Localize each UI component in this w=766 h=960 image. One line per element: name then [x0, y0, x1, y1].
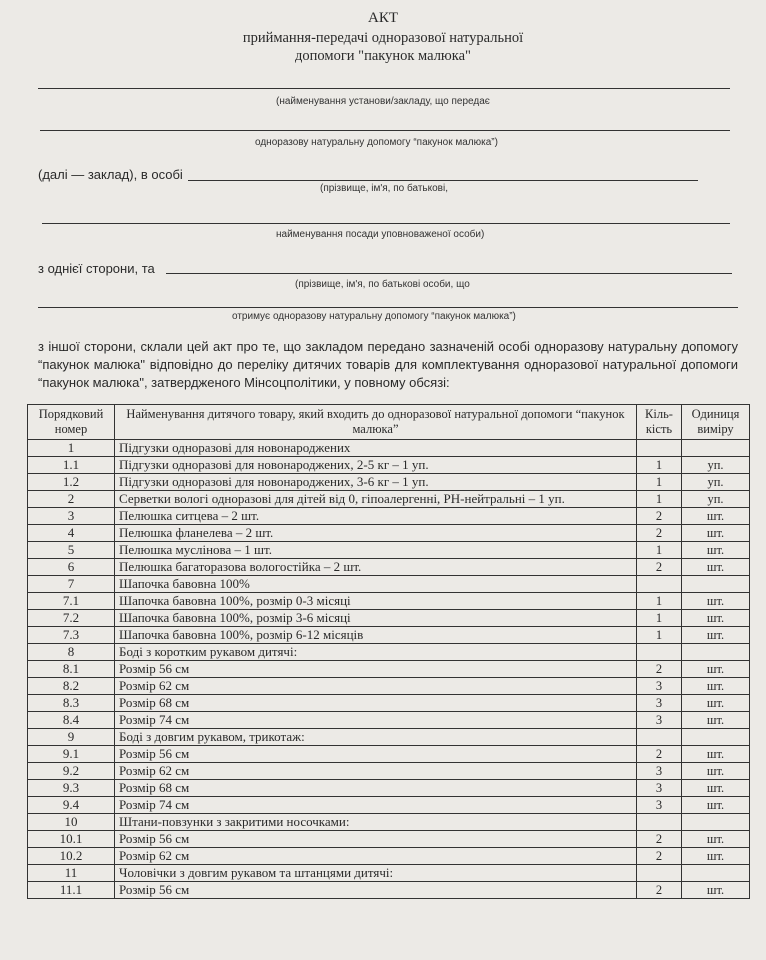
table-row — [28, 797, 750, 814]
row-name: Розмір 62 см — [115, 678, 637, 695]
row-qty — [637, 440, 682, 457]
caption-aid: одноразову натуральну допомогу “пакунок малюка”) — [255, 137, 498, 148]
row-qty: 2 — [637, 508, 682, 525]
doc-subtitle-line1: приймання-передачі одноразової натуральної — [242, 30, 524, 46]
row-qty — [637, 576, 682, 593]
table-row — [28, 440, 750, 457]
row-number: 7.2 — [28, 610, 115, 627]
caption-person: (прізвище, ім'я, по батькові, — [320, 183, 448, 194]
row-unit: шт. — [682, 610, 750, 627]
row-name: Пелюшка ситцева – 2 шт. — [115, 508, 637, 525]
row-name: Розмір 68 см — [115, 695, 637, 712]
row-qty: 3 — [637, 763, 682, 780]
table-row — [28, 678, 750, 695]
row-unit: шт. — [682, 763, 750, 780]
row-qty: 1 — [637, 457, 682, 474]
header-qty: Кіль-кість — [637, 405, 682, 440]
row-name: Шапочка бавовна 100%, розмір 3-6 місяці — [115, 610, 637, 627]
row-unit: шт. — [682, 746, 750, 763]
table-row — [28, 559, 750, 576]
row-unit: шт. — [682, 678, 750, 695]
label-one-side: з однієї сторони, та — [38, 261, 155, 276]
row-number: 8.3 — [28, 695, 115, 712]
row-qty: 3 — [637, 797, 682, 814]
row-name: Боді з довгим рукавом, трикотаж: — [115, 729, 637, 746]
row-number: 1 — [28, 440, 115, 457]
table-row — [28, 474, 750, 491]
row-number: 8.1 — [28, 661, 115, 678]
row-unit: шт. — [682, 525, 750, 542]
row-name: Підгузки одноразові для новонароджених, 3-6 кг – 1 уп. — [115, 474, 637, 491]
caption-recipient: (прізвище, ім'я, по батькові особи, що — [295, 279, 470, 290]
row-unit: шт. — [682, 508, 750, 525]
header-unit: Одиниця виміру — [682, 405, 750, 440]
row-name: Розмір 56 см — [115, 661, 637, 678]
table-row — [28, 610, 750, 627]
table-row — [28, 627, 750, 644]
row-unit — [682, 865, 750, 882]
row-number: 9.2 — [28, 763, 115, 780]
fill-line-position[interactable] — [42, 223, 730, 224]
row-unit: шт. — [682, 712, 750, 729]
row-name: Пелюшка фланелева – 2 шт. — [115, 525, 637, 542]
row-number: 8.2 — [28, 678, 115, 695]
fill-line-person[interactable] — [188, 180, 698, 181]
row-name: Розмір 56 см — [115, 831, 637, 848]
table-row — [28, 814, 750, 831]
row-number: 10.1 — [28, 831, 115, 848]
row-number: 7 — [28, 576, 115, 593]
row-number: 7.3 — [28, 627, 115, 644]
row-qty: 3 — [637, 695, 682, 712]
row-number: 2 — [28, 491, 115, 508]
row-qty: 2 — [637, 559, 682, 576]
table-row — [28, 457, 750, 474]
row-number: 5 — [28, 542, 115, 559]
header-number: Порядковий номер — [28, 405, 115, 440]
row-name: Пелюшка багаторазова вологостійка – 2 шт. — [115, 559, 637, 576]
row-number: 8.4 — [28, 712, 115, 729]
row-number: 10.2 — [28, 848, 115, 865]
row-number: 8 — [28, 644, 115, 661]
caption-institution: (найменування установи/закладу, що передає — [276, 96, 490, 107]
row-number: 9 — [28, 729, 115, 746]
row-unit: шт. — [682, 627, 750, 644]
row-unit: шт. — [682, 831, 750, 848]
row-unit — [682, 644, 750, 661]
table-row — [28, 831, 750, 848]
row-name: Шапочка бавовна 100%, розмір 0-3 місяці — [115, 593, 637, 610]
row-name: Чоловічки з довгим рукавом та штанцями дитячі: — [115, 865, 637, 882]
row-qty: 1 — [637, 610, 682, 627]
table-header-row — [28, 405, 750, 440]
row-qty: 1 — [637, 474, 682, 491]
row-unit: шт. — [682, 661, 750, 678]
row-unit: шт. — [682, 882, 750, 899]
row-name: Розмір 74 см — [115, 712, 637, 729]
caption-position: найменування посади уповноваженої особи) — [276, 229, 485, 240]
row-qty — [637, 865, 682, 882]
table-row — [28, 746, 750, 763]
row-number: 7.1 — [28, 593, 115, 610]
row-number: 3 — [28, 508, 115, 525]
row-number: 9.4 — [28, 797, 115, 814]
row-number: 1.2 — [28, 474, 115, 491]
row-qty: 1 — [637, 491, 682, 508]
row-qty: 2 — [637, 661, 682, 678]
row-name: Штани-повзунки з закритими носочками: — [115, 814, 637, 831]
row-name: Розмір 62 см — [115, 763, 637, 780]
table-row — [28, 525, 750, 542]
items-table — [27, 404, 750, 899]
row-name: Розмір 74 см — [115, 797, 637, 814]
table-row — [28, 763, 750, 780]
row-unit: уп. — [682, 491, 750, 508]
row-unit — [682, 576, 750, 593]
table-row — [28, 848, 750, 865]
row-qty: 2 — [637, 882, 682, 899]
row-unit: шт. — [682, 797, 750, 814]
row-name: Розмір 62 см — [115, 848, 637, 865]
row-name: Підгузки одноразові для новонароджених, 2-5 кг – 1 уп. — [115, 457, 637, 474]
header-name: Найменування дитячого товару, який входить до одноразової натуральної допомоги “пакунок малюка” — [115, 405, 637, 440]
row-unit: шт. — [682, 559, 750, 576]
table-row — [28, 780, 750, 797]
row-number: 10 — [28, 814, 115, 831]
row-qty: 1 — [637, 593, 682, 610]
table-row — [28, 508, 750, 525]
row-qty: 2 — [637, 746, 682, 763]
table-row — [28, 882, 750, 899]
row-qty: 2 — [637, 525, 682, 542]
table-row — [28, 491, 750, 508]
row-unit — [682, 814, 750, 831]
table-row — [28, 576, 750, 593]
row-name: Серветки вологі одноразові для дітей від 0, гіпоалергенні, РН-нейтральні – 1 уп. — [115, 491, 637, 508]
row-qty: 1 — [637, 542, 682, 559]
row-name: Розмір 56 см — [115, 746, 637, 763]
row-number: 4 — [28, 525, 115, 542]
row-unit: уп. — [682, 474, 750, 491]
table-body — [28, 440, 750, 899]
table-row — [28, 542, 750, 559]
row-qty — [637, 729, 682, 746]
row-number: 11.1 — [28, 882, 115, 899]
table-row — [28, 729, 750, 746]
row-number: 11 — [28, 865, 115, 882]
table-row — [28, 865, 750, 882]
fill-line-institution[interactable] — [38, 88, 730, 89]
row-qty: 3 — [637, 712, 682, 729]
row-name: Розмір 56 см — [115, 882, 637, 899]
row-number: 1.1 — [28, 457, 115, 474]
row-qty — [637, 814, 682, 831]
row-qty: 2 — [637, 848, 682, 865]
row-unit: шт. — [682, 542, 750, 559]
doc-title: АКТ — [368, 10, 398, 26]
caption-receives: отримує одноразову натуральну допомогу “пакунок малюка”) — [232, 311, 516, 322]
row-unit — [682, 440, 750, 457]
row-name: Шапочка бавовна 100% — [115, 576, 637, 593]
row-name: Пелюшка муслінова – 1 шт. — [115, 542, 637, 559]
row-number: 9.3 — [28, 780, 115, 797]
doc-subtitle-line2: допомоги "пакунок малюка" — [295, 48, 471, 64]
row-qty: 1 — [637, 627, 682, 644]
fill-line-recipient[interactable] — [166, 273, 732, 274]
row-qty — [637, 644, 682, 661]
act-paragraph: з іншої сторони, склали цей акт про те, що закладом передано зазначеній особі одноразову натуральну допомогу “пакунок малюка" відповідно до переліку дитячих товарів для комплектування одноразової натуральної допомоги “пакунок малюка", затвердженого Мінсоцполітики, у повному обсязі: — [38, 339, 738, 390]
table-row — [28, 661, 750, 678]
row-name: Підгузки одноразові для новонароджених — [115, 440, 637, 457]
row-qty: 2 — [637, 831, 682, 848]
row-unit: шт. — [682, 848, 750, 865]
row-unit: шт. — [682, 593, 750, 610]
row-name: Боді з коротким рукавом дитячі: — [115, 644, 637, 661]
fill-line-institution-cont[interactable] — [40, 130, 730, 131]
row-qty: 3 — [637, 678, 682, 695]
row-unit — [682, 729, 750, 746]
table-row — [28, 593, 750, 610]
row-unit: шт. — [682, 780, 750, 797]
row-unit: уп. — [682, 457, 750, 474]
fill-line-recipient-cont[interactable] — [38, 307, 738, 308]
table-row — [28, 695, 750, 712]
row-name: Шапочка бавовна 100%, розмір 6-12 місяців — [115, 627, 637, 644]
table-row — [28, 712, 750, 729]
row-name: Розмір 68 см — [115, 780, 637, 797]
row-number: 9.1 — [28, 746, 115, 763]
row-number: 6 — [28, 559, 115, 576]
row-unit: шт. — [682, 695, 750, 712]
table-row — [28, 644, 750, 661]
label-further: (далі — заклад), в особі — [38, 167, 183, 182]
row-qty: 3 — [637, 780, 682, 797]
